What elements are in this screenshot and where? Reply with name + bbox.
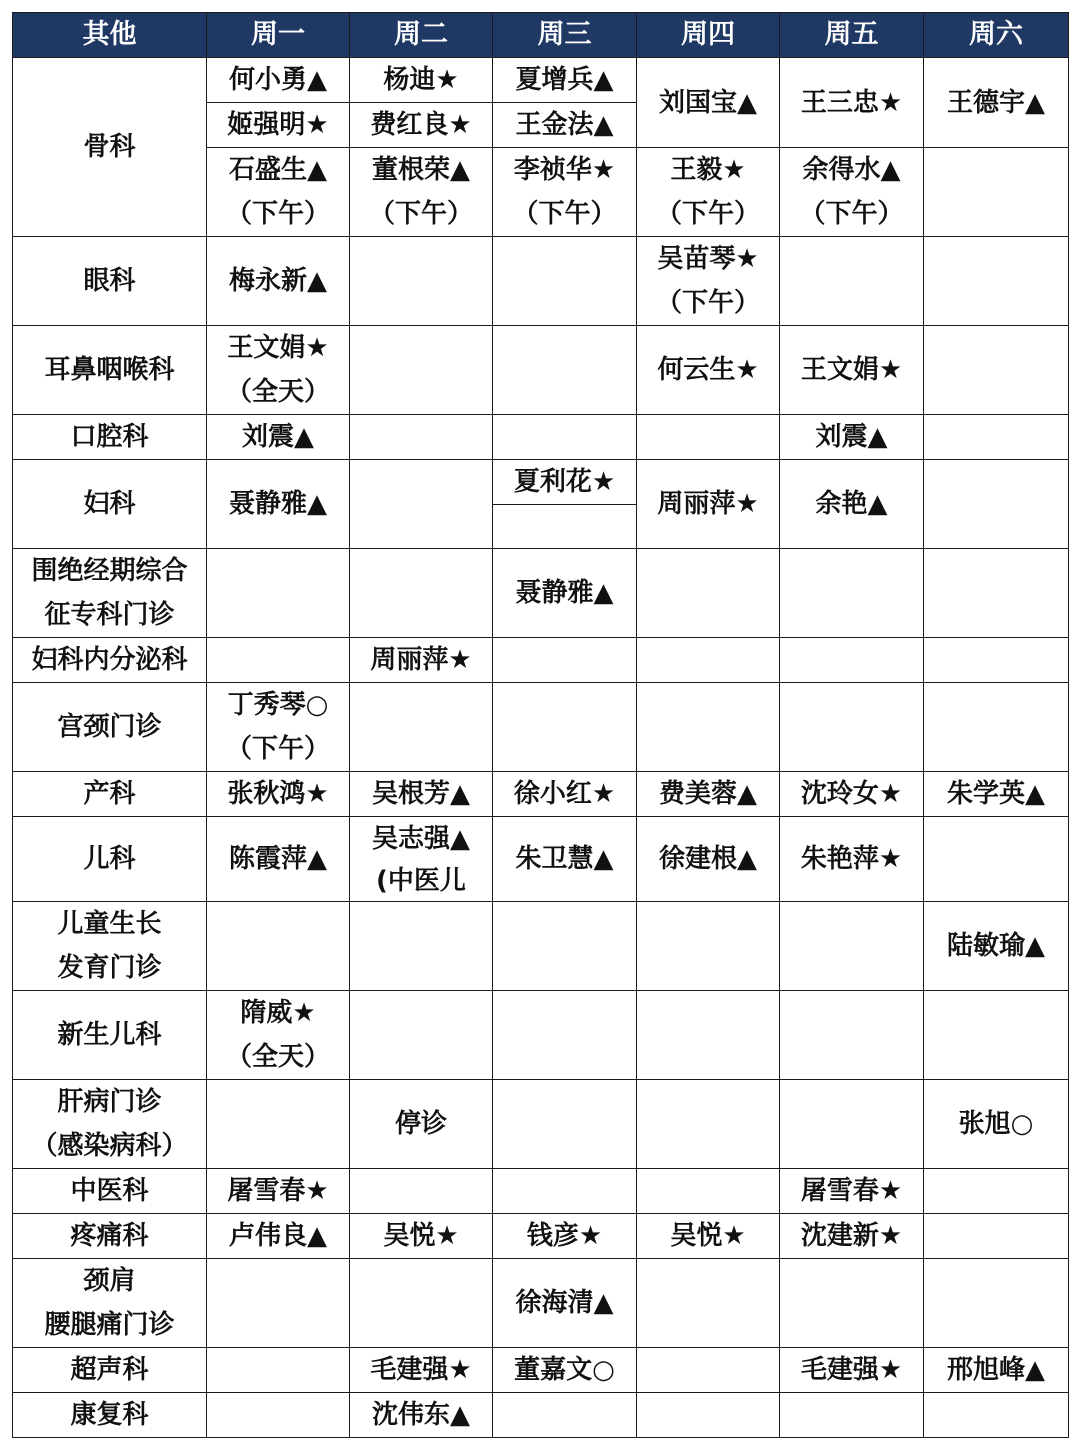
- doctor-cell: 吴悦★: [637, 1214, 780, 1259]
- empty-cell: [780, 638, 924, 683]
- doctor-cell: 毛建强★: [350, 1348, 493, 1393]
- doctor-cell: 费红良★: [350, 103, 493, 148]
- empty-cell: [350, 237, 493, 326]
- table-row-liver: [13, 1080, 1069, 1169]
- empty-cell: [780, 991, 924, 1080]
- header-fri: 周五: [780, 13, 924, 58]
- table-row-orthopedics: [13, 58, 1069, 103]
- empty-cell: [924, 638, 1069, 683]
- dept-label: 妇科: [13, 460, 207, 549]
- empty-cell: [637, 1080, 780, 1169]
- status-cell: 停诊: [350, 1080, 493, 1169]
- doctor-cell: 梅永新▲: [207, 237, 350, 326]
- table-row-neonatology: [13, 991, 1069, 1080]
- doctor-cell: [207, 148, 350, 237]
- empty-cell: [924, 1393, 1069, 1438]
- doctor-cell: [493, 148, 637, 237]
- doctor-cell: 王文娟★: [780, 326, 924, 415]
- empty-cell: [493, 902, 637, 991]
- empty-cell: [350, 1259, 493, 1348]
- doctor-cell: 屠雪春★: [780, 1169, 924, 1214]
- empty-cell: [780, 1080, 924, 1169]
- table-row-rehab: [13, 1393, 1069, 1438]
- empty-cell: [780, 683, 924, 772]
- empty-cell: [924, 817, 1069, 902]
- doctor-cell: [637, 148, 780, 237]
- doctor-cell: 邢旭峰▲: [924, 1348, 1069, 1393]
- doctor-name: 董根荣▲: [372, 155, 470, 185]
- header-row: [13, 13, 1069, 58]
- empty-cell: [207, 549, 350, 638]
- doctor-cell: 吴悦★: [350, 1214, 493, 1259]
- dept-label: 康复科: [13, 1393, 207, 1438]
- empty-cell: [924, 460, 1069, 549]
- empty-cell: [637, 991, 780, 1080]
- empty-cell: [350, 1169, 493, 1214]
- empty-cell: [637, 549, 780, 638]
- dept-label: 口腔科: [13, 415, 207, 460]
- doctor-cell: 徐小红★: [493, 772, 637, 817]
- dept-label: 新生儿科: [13, 991, 207, 1080]
- time-note: （下午）: [655, 288, 760, 318]
- table-row-ultrasound: [13, 1348, 1069, 1393]
- empty-cell: [207, 1348, 350, 1393]
- doctor-cell: 张秋鸿★: [207, 772, 350, 817]
- empty-cell: [780, 1259, 924, 1348]
- doctor-cell: 卢伟良▲: [207, 1214, 350, 1259]
- doctor-cell: 夏利花★: [493, 460, 637, 505]
- time-note: （全天）: [225, 377, 330, 407]
- empty-cell: [493, 1169, 637, 1214]
- empty-cell: [350, 415, 493, 460]
- time-note: （下午）: [655, 199, 760, 229]
- dept-label-line: 征专科门诊: [44, 600, 175, 630]
- time-note: （下午）: [512, 199, 617, 229]
- table-row-gyn-endocrine: [13, 638, 1069, 683]
- empty-cell: [493, 1393, 637, 1438]
- empty-cell: [637, 1348, 780, 1393]
- doctor-cell: 周丽萍★: [637, 460, 780, 549]
- empty-cell: [350, 683, 493, 772]
- doctor-name: 丁秀琴○: [227, 690, 329, 720]
- doctor-name: 王文娟★: [227, 333, 329, 363]
- doctor-cell: 徐建根▲: [637, 817, 780, 902]
- empty-cell: [780, 237, 924, 326]
- time-note: （下午）: [225, 199, 330, 229]
- empty-cell: [924, 326, 1069, 415]
- doctor-cell: 张旭○: [924, 1080, 1069, 1169]
- table-row-ophthalmology: [13, 237, 1069, 326]
- schedule-container: [12, 12, 1069, 1438]
- doctor-cell: [207, 683, 350, 772]
- table-row-cervical: [13, 683, 1069, 772]
- empty-cell: [780, 902, 924, 991]
- outpatient-schedule-table: [12, 12, 1069, 1438]
- header-tue: 周二: [350, 13, 493, 58]
- empty-cell: [637, 902, 780, 991]
- doctor-name: 李祯华★: [513, 155, 616, 185]
- table-row-ent: [13, 326, 1069, 415]
- doctor-name: 吴志强▲: [372, 824, 470, 854]
- doctor-cell: 夏增兵▲: [493, 58, 637, 103]
- empty-cell: [924, 1169, 1069, 1214]
- doctor-cell: 刘国宝▲: [637, 58, 780, 148]
- dept-label: 超声科: [13, 1348, 207, 1393]
- doctor-cell: 毛建强★: [780, 1348, 924, 1393]
- dept-label-line: 颈肩: [83, 1266, 136, 1296]
- doctor-cell: 刘震▲: [780, 415, 924, 460]
- time-note: (中医儿: [376, 866, 466, 896]
- dept-label: 妇科内分泌科: [13, 638, 207, 683]
- dept-label-line: 儿童生长: [57, 909, 162, 939]
- doctor-cell: 王三忠★: [780, 58, 924, 148]
- dept-label: 耳鼻咽喉科: [13, 326, 207, 415]
- header-other: 其他: [13, 13, 207, 58]
- empty-cell: [493, 505, 637, 549]
- doctor-name: 隋威★: [240, 998, 316, 1028]
- doctor-cell: 刘震▲: [207, 415, 350, 460]
- doctor-cell: 吴根芳▲: [350, 772, 493, 817]
- dept-label: [13, 1259, 207, 1348]
- doctor-cell: 何小勇▲: [207, 58, 350, 103]
- doctor-cell: 杨迪★: [350, 58, 493, 103]
- empty-cell: [350, 326, 493, 415]
- doctor-cell: 陆敏瑜▲: [924, 902, 1069, 991]
- empty-cell: [924, 1214, 1069, 1259]
- time-note: （全天）: [225, 1042, 330, 1072]
- dept-label: 眼科: [13, 237, 207, 326]
- table-row-menopause: [13, 549, 1069, 638]
- table-row-tcm: [13, 1169, 1069, 1214]
- doctor-cell: 王金法▲: [493, 103, 637, 148]
- doctor-cell: 聂静雅▲: [207, 460, 350, 549]
- empty-cell: [350, 549, 493, 638]
- dept-label: 中医科: [13, 1169, 207, 1214]
- table-row-gynecology: [13, 460, 1069, 505]
- dept-label: 儿科: [13, 817, 207, 902]
- empty-cell: [207, 1259, 350, 1348]
- dept-label-line: （感染病科）: [31, 1131, 188, 1161]
- table-row-neck-back: [13, 1259, 1069, 1348]
- doctor-cell: 屠雪春★: [207, 1169, 350, 1214]
- dept-label-line: 发育门诊: [57, 953, 162, 983]
- doctor-cell: 沈玲女★: [780, 772, 924, 817]
- doctor-cell: [780, 148, 924, 237]
- time-note: （下午）: [799, 199, 904, 229]
- doctor-cell: 何云生★: [637, 326, 780, 415]
- empty-cell: [637, 415, 780, 460]
- dept-label: 产科: [13, 772, 207, 817]
- empty-cell: [493, 326, 637, 415]
- doctor-name: 余得水▲: [802, 155, 901, 185]
- empty-cell: [780, 549, 924, 638]
- doctor-name: 王毅★: [670, 155, 746, 185]
- doctor-cell: 钱彦★: [493, 1214, 637, 1259]
- header-sat: 周六: [924, 13, 1069, 58]
- empty-cell: [924, 991, 1069, 1080]
- doctor-cell: [637, 237, 780, 326]
- empty-cell: [637, 638, 780, 683]
- table-row-pediatrics: [13, 817, 1069, 902]
- table-row-obstetrics: [13, 772, 1069, 817]
- header-mon: 周一: [207, 13, 350, 58]
- doctor-cell: 朱卫慧▲: [493, 817, 637, 902]
- empty-cell: [924, 549, 1069, 638]
- doctor-cell: [350, 817, 493, 902]
- empty-cell: [493, 683, 637, 772]
- header-thu: 周四: [637, 13, 780, 58]
- doctor-cell: 姬强明★: [207, 103, 350, 148]
- empty-cell: [493, 638, 637, 683]
- doctor-cell: 聂静雅▲: [493, 549, 637, 638]
- doctor-cell: 董嘉文○: [493, 1348, 637, 1393]
- dept-label: [13, 1080, 207, 1169]
- empty-cell: [207, 1393, 350, 1438]
- dept-label-line: 腰腿痛门诊: [44, 1310, 175, 1340]
- empty-cell: [207, 638, 350, 683]
- empty-cell: [924, 237, 1069, 326]
- time-note: （下午）: [225, 734, 330, 764]
- table-row-child-growth: [13, 902, 1069, 991]
- empty-cell: [637, 1259, 780, 1348]
- doctor-name: 吴苗琴★: [657, 244, 759, 274]
- doctor-cell: 周丽萍★: [350, 638, 493, 683]
- empty-cell: [637, 1393, 780, 1438]
- dept-label-line: 围绝经期综合: [31, 556, 188, 586]
- doctor-cell: [207, 326, 350, 415]
- time-note: （下午）: [368, 199, 473, 229]
- empty-cell: [924, 415, 1069, 460]
- dept-label-line: 肝病门诊: [57, 1087, 162, 1117]
- empty-cell: [924, 148, 1069, 237]
- empty-cell: [350, 902, 493, 991]
- empty-cell: [637, 683, 780, 772]
- empty-cell: [350, 991, 493, 1080]
- empty-cell: [924, 683, 1069, 772]
- doctor-name: 石盛生▲: [229, 155, 327, 185]
- doctor-cell: 费美蓉▲: [637, 772, 780, 817]
- empty-cell: [350, 460, 493, 549]
- doctor-cell: 沈建新★: [780, 1214, 924, 1259]
- empty-cell: [207, 1080, 350, 1169]
- empty-cell: [493, 991, 637, 1080]
- doctor-cell: 徐海清▲: [493, 1259, 637, 1348]
- table-row-pain: [13, 1214, 1069, 1259]
- doctor-cell: 沈伟东▲: [350, 1393, 493, 1438]
- dept-label: 疼痛科: [13, 1214, 207, 1259]
- dept-label: 骨科: [13, 58, 207, 237]
- empty-cell: [493, 415, 637, 460]
- empty-cell: [493, 237, 637, 326]
- table-row-stomatology: [13, 415, 1069, 460]
- empty-cell: [637, 1169, 780, 1214]
- doctor-cell: [350, 148, 493, 237]
- dept-label: 宫颈门诊: [13, 683, 207, 772]
- doctor-cell: 余艳▲: [780, 460, 924, 549]
- doctor-cell: 朱学英▲: [924, 772, 1069, 817]
- doctor-cell: 朱艳萍★: [780, 817, 924, 902]
- doctor-cell: [207, 991, 350, 1080]
- empty-cell: [780, 1393, 924, 1438]
- doctor-cell: 王德宇▲: [924, 58, 1069, 148]
- empty-cell: [207, 902, 350, 991]
- dept-label: [13, 902, 207, 991]
- doctor-cell: 陈霞萍▲: [207, 817, 350, 902]
- dept-label: [13, 549, 207, 638]
- header-wed: 周三: [493, 13, 637, 58]
- empty-cell: [924, 1259, 1069, 1348]
- empty-cell: [493, 1080, 637, 1169]
